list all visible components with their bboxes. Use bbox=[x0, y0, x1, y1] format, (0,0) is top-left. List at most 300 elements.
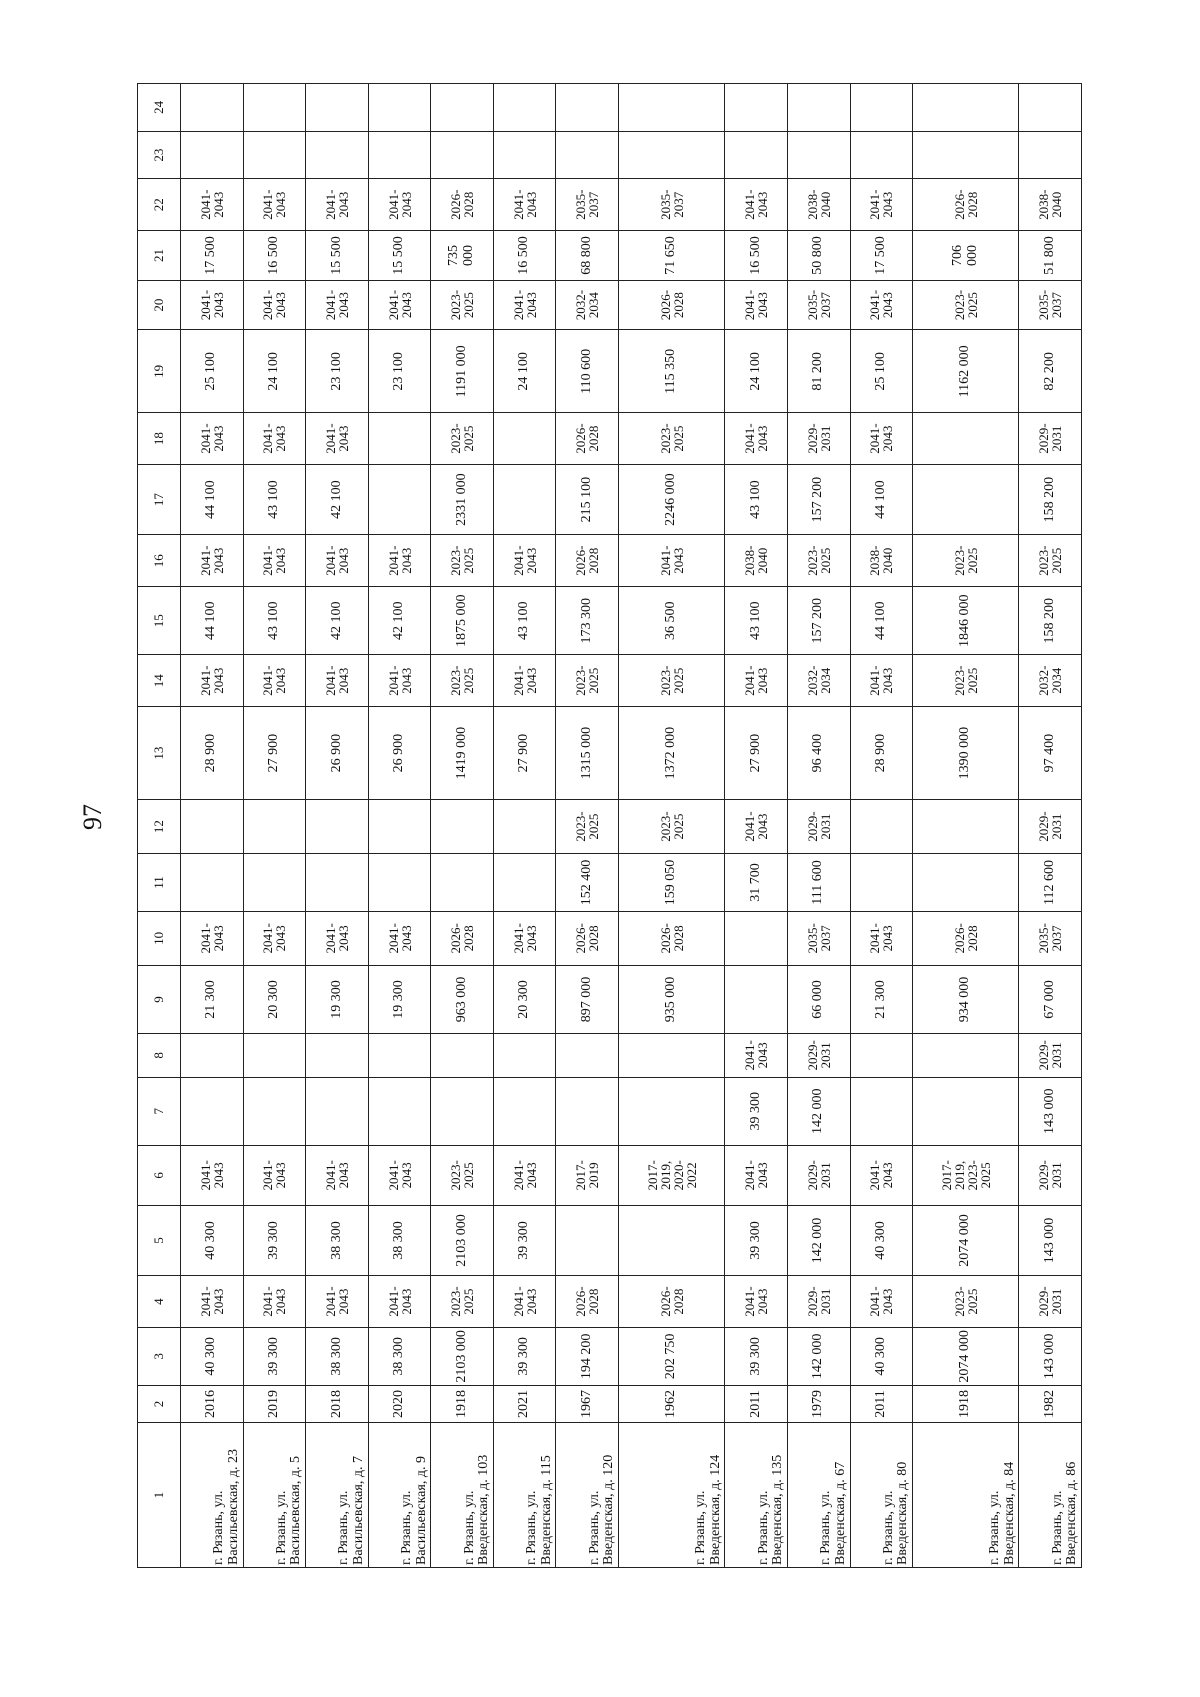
table-cell: 2041-2043 bbox=[725, 280, 788, 330]
table-cell: 39 300 bbox=[725, 1205, 788, 1275]
table-cell: 2041-2043 bbox=[725, 413, 788, 465]
column-header: 17 bbox=[138, 464, 181, 534]
table-cell: 1982 bbox=[1019, 1385, 1082, 1422]
column-header: 1 bbox=[138, 1423, 181, 1568]
table-cell: 2041-2043 bbox=[181, 1145, 244, 1205]
table-cell: 25 100 bbox=[850, 330, 913, 413]
table-cell bbox=[913, 800, 1019, 854]
table-cell bbox=[243, 131, 306, 179]
table-cell: 159 050 bbox=[619, 854, 725, 912]
table-cell: 2029-2031 bbox=[787, 1034, 850, 1077]
table-cell: 44 100 bbox=[181, 464, 244, 534]
table-cell: 2038-2040 bbox=[1019, 179, 1082, 231]
table-cell: 2041-2043 bbox=[850, 413, 913, 465]
table-cell bbox=[306, 131, 369, 179]
table-cell bbox=[181, 854, 244, 912]
table-cell: 2017-2019, 2023-2025 bbox=[913, 1145, 1019, 1205]
table-cell: 1875 000 bbox=[431, 587, 494, 655]
table-cell: 31 700 bbox=[725, 854, 788, 912]
table-cell: 143 000 bbox=[1019, 1327, 1082, 1385]
table-cell bbox=[368, 131, 431, 179]
table-cell: 2041-2043 bbox=[493, 179, 556, 231]
table-cell: 2026-2028 bbox=[431, 911, 494, 965]
table-cell: 2041-2043 bbox=[850, 655, 913, 707]
table-cell bbox=[556, 131, 619, 179]
table-cell: 39 300 bbox=[493, 1327, 556, 1385]
column-header: 12 bbox=[138, 800, 181, 854]
table-cell bbox=[368, 413, 431, 465]
table-cell bbox=[725, 911, 788, 965]
table-cell bbox=[493, 1077, 556, 1145]
table-cell bbox=[181, 131, 244, 179]
table-cell: 81 200 bbox=[787, 330, 850, 413]
table-cell: 2029-2031 bbox=[1019, 800, 1082, 854]
table-cell: 2023-2025 bbox=[431, 655, 494, 707]
table-cell: 40 300 bbox=[850, 1205, 913, 1275]
table-cell bbox=[619, 131, 725, 179]
table-cell: 2011 bbox=[850, 1385, 913, 1422]
table-cell bbox=[493, 800, 556, 854]
table-cell bbox=[368, 854, 431, 912]
column-header: 9 bbox=[138, 965, 181, 1033]
table-row bbox=[368, 84, 431, 1568]
table-cell: 2041-2043 bbox=[725, 800, 788, 854]
table-cell bbox=[725, 131, 788, 179]
table-cell: 17 500 bbox=[181, 231, 244, 281]
table-cell: 25 100 bbox=[181, 330, 244, 413]
table-cell: 2041-2043 bbox=[243, 280, 306, 330]
column-header: 21 bbox=[138, 231, 181, 281]
table-cell: 2041-2043 bbox=[243, 413, 306, 465]
table-cell bbox=[306, 1077, 369, 1145]
table-cell: 2041-2043 bbox=[243, 179, 306, 231]
rotated-table-container bbox=[137, 83, 1082, 1568]
table-cell: 158 200 bbox=[1019, 464, 1082, 534]
table-cell: 2029-2031 bbox=[787, 1145, 850, 1205]
table-cell: 2032-2034 bbox=[1019, 655, 1082, 707]
table-cell bbox=[787, 84, 850, 132]
table-cell bbox=[431, 84, 494, 132]
table-cell: 39 300 bbox=[725, 1077, 788, 1145]
table-cell: 897 000 bbox=[556, 965, 619, 1033]
table-cell: 2103 000 bbox=[431, 1205, 494, 1275]
column-header: 6 bbox=[138, 1145, 181, 1205]
table-cell bbox=[1019, 84, 1082, 132]
table-cell bbox=[913, 1077, 1019, 1145]
table-row bbox=[725, 84, 788, 1568]
table-cell bbox=[493, 413, 556, 465]
table-cell bbox=[368, 464, 431, 534]
table-body bbox=[181, 84, 1082, 1568]
table-cell: 2041-2043 bbox=[725, 1145, 788, 1205]
table-cell: 157 200 bbox=[787, 464, 850, 534]
table-cell: 15 500 bbox=[306, 231, 369, 281]
table-cell: 2041-2043 bbox=[306, 911, 369, 965]
table-cell: 2041-2043 bbox=[493, 280, 556, 330]
table-cell: 2041-2043 bbox=[850, 1276, 913, 1328]
table-cell: 2011 bbox=[725, 1385, 788, 1422]
table-cell: 963 000 bbox=[431, 965, 494, 1033]
table-cell: 27 900 bbox=[493, 707, 556, 800]
table-cell: 202 750 bbox=[619, 1327, 725, 1385]
table-cell bbox=[725, 84, 788, 132]
table-cell: 142 000 bbox=[787, 1327, 850, 1385]
table-cell: 16 500 bbox=[493, 231, 556, 281]
table-cell: 39 300 bbox=[243, 1327, 306, 1385]
table-cell: 16 500 bbox=[725, 231, 788, 281]
table-cell: 19 300 bbox=[368, 965, 431, 1033]
column-header: 7 bbox=[138, 1077, 181, 1145]
table-cell: 2035-2037 bbox=[1019, 280, 1082, 330]
table-cell: 2041-2043 bbox=[493, 655, 556, 707]
table-cell: 40 300 bbox=[181, 1205, 244, 1275]
table-cell bbox=[619, 1205, 725, 1275]
table-cell: 1315 000 bbox=[556, 707, 619, 800]
table-cell bbox=[181, 84, 244, 132]
table-cell: 2026-2028 bbox=[556, 413, 619, 465]
table-cell: 2074 000 bbox=[913, 1327, 1019, 1385]
table-cell bbox=[181, 1077, 244, 1145]
table-cell: 43 100 bbox=[725, 587, 788, 655]
table-cell: 2041-2043 bbox=[181, 1276, 244, 1328]
table-row bbox=[850, 84, 913, 1568]
table-cell: 2032-2034 bbox=[787, 655, 850, 707]
table-cell: 1846 000 bbox=[913, 587, 1019, 655]
table-cell bbox=[431, 131, 494, 179]
table-cell: 2026-2028 bbox=[619, 280, 725, 330]
table-cell bbox=[243, 1034, 306, 1077]
table-cell: 2041-2043 bbox=[181, 911, 244, 965]
table-cell: 2041-2043 bbox=[368, 1145, 431, 1205]
table-cell: 2041-2043 bbox=[243, 911, 306, 965]
table-cell bbox=[725, 965, 788, 1033]
table-cell bbox=[1019, 131, 1082, 179]
table-cell: 142 000 bbox=[787, 1077, 850, 1145]
table-cell: 1918 bbox=[913, 1385, 1019, 1422]
table-cell: 43 100 bbox=[243, 464, 306, 534]
table-cell bbox=[913, 131, 1019, 179]
table-cell: 2023-2025 bbox=[431, 1145, 494, 1205]
column-header: 2 bbox=[138, 1385, 181, 1422]
table-cell: 39 300 bbox=[243, 1205, 306, 1275]
table-cell bbox=[368, 1034, 431, 1077]
table-row bbox=[556, 84, 619, 1568]
table-cell bbox=[619, 84, 725, 132]
table-cell bbox=[619, 1034, 725, 1077]
table-cell: 2035-2037 bbox=[619, 179, 725, 231]
table-cell: 2041-2043 bbox=[243, 535, 306, 587]
table-cell: 2018 bbox=[306, 1385, 369, 1422]
table-cell: 71 650 bbox=[619, 231, 725, 281]
address-cell: г. Рязань, ул. Введенская, д. 80 bbox=[850, 1423, 913, 1568]
table-cell bbox=[913, 464, 1019, 534]
table-cell: 2041-2043 bbox=[850, 280, 913, 330]
address-cell: г. Рязань, ул. Введенская, д. 67 bbox=[787, 1423, 850, 1568]
address-cell: г. Рязань, ул. Введенская, д. 84 bbox=[913, 1423, 1019, 1568]
table-cell: 735 000 bbox=[431, 231, 494, 281]
table-cell: 2041-2043 bbox=[306, 413, 369, 465]
column-header: 8 bbox=[138, 1034, 181, 1077]
table-cell bbox=[619, 1077, 725, 1145]
table-cell: 2041-2043 bbox=[181, 535, 244, 587]
table-cell: 66 000 bbox=[787, 965, 850, 1033]
table-cell: 38 300 bbox=[368, 1327, 431, 1385]
table-cell: 1419 000 bbox=[431, 707, 494, 800]
table-cell: 2041-2043 bbox=[368, 655, 431, 707]
table-cell: 24 100 bbox=[243, 330, 306, 413]
table-row bbox=[181, 84, 244, 1568]
table-cell: 2021 bbox=[493, 1385, 556, 1422]
table-cell: 39 300 bbox=[725, 1327, 788, 1385]
table-cell: 43 100 bbox=[725, 464, 788, 534]
table-cell: 2026-2028 bbox=[556, 911, 619, 965]
table-cell bbox=[181, 800, 244, 854]
table-cell: 44 100 bbox=[181, 587, 244, 655]
column-header: 13 bbox=[138, 707, 181, 800]
table-cell bbox=[243, 800, 306, 854]
table-cell: 2041-2043 bbox=[725, 1276, 788, 1328]
table-cell bbox=[493, 1034, 556, 1077]
table-cell: 706 000 bbox=[913, 231, 1019, 281]
table-cell: 2041-2043 bbox=[368, 179, 431, 231]
table-cell: 2041-2043 bbox=[850, 179, 913, 231]
table-cell: 28 900 bbox=[850, 707, 913, 800]
table-cell bbox=[431, 854, 494, 912]
table-cell: 2041-2043 bbox=[493, 911, 556, 965]
table-row bbox=[619, 84, 725, 1568]
table-cell: 23 100 bbox=[368, 330, 431, 413]
table-cell: 17 500 bbox=[850, 231, 913, 281]
table-cell: 2023-2025 bbox=[431, 1276, 494, 1328]
table-cell: 2041-2043 bbox=[243, 1145, 306, 1205]
table-cell: 43 100 bbox=[243, 587, 306, 655]
table-cell: 40 300 bbox=[850, 1327, 913, 1385]
page-number: 97 bbox=[78, 804, 107, 830]
table-cell bbox=[850, 1034, 913, 1077]
table-cell: 26 900 bbox=[306, 707, 369, 800]
table-cell: 2041-2043 bbox=[243, 1276, 306, 1328]
table-cell: 82 200 bbox=[1019, 330, 1082, 413]
table-cell: 2041-2043 bbox=[725, 1034, 788, 1077]
table-cell: 21 300 bbox=[850, 965, 913, 1033]
table-cell: 158 200 bbox=[1019, 587, 1082, 655]
table-cell bbox=[306, 800, 369, 854]
column-header: 5 bbox=[138, 1205, 181, 1275]
table-cell: 2023-2025 bbox=[1019, 535, 1082, 587]
table-cell: 21 300 bbox=[181, 965, 244, 1033]
table-cell: 1162 000 bbox=[913, 330, 1019, 413]
table-cell: 2246 000 bbox=[619, 464, 725, 534]
table-cell: 51 800 bbox=[1019, 231, 1082, 281]
table-cell: 1979 bbox=[787, 1385, 850, 1422]
table-cell bbox=[493, 464, 556, 534]
table-cell: 2029-2031 bbox=[787, 800, 850, 854]
table-cell: 2041-2043 bbox=[725, 655, 788, 707]
table-cell bbox=[556, 1034, 619, 1077]
table-cell: 2029-2031 bbox=[1019, 1276, 1082, 1328]
table-cell: 2026-2028 bbox=[556, 1276, 619, 1328]
column-header: 20 bbox=[138, 280, 181, 330]
table-cell: 2029-2031 bbox=[1019, 1034, 1082, 1077]
table-cell: 97 400 bbox=[1019, 707, 1082, 800]
table-cell: 27 900 bbox=[243, 707, 306, 800]
table-cell: 28 900 bbox=[181, 707, 244, 800]
table-cell: 215 100 bbox=[556, 464, 619, 534]
column-header: 15 bbox=[138, 587, 181, 655]
table-cell: 142 000 bbox=[787, 1205, 850, 1275]
table-cell: 68 800 bbox=[556, 231, 619, 281]
table-cell: 2023-2025 bbox=[913, 655, 1019, 707]
table-cell: 143 000 bbox=[1019, 1205, 1082, 1275]
table-cell: 2041-2043 bbox=[850, 911, 913, 965]
address-cell: г. Рязань, ул. Введенская, д. 124 bbox=[619, 1423, 725, 1568]
table-cell: 2041-2043 bbox=[181, 413, 244, 465]
table-cell: 2029-2031 bbox=[787, 413, 850, 465]
column-header: 24 bbox=[138, 84, 181, 132]
table-cell: 16 500 bbox=[243, 231, 306, 281]
table-cell bbox=[493, 854, 556, 912]
table-cell: 194 200 bbox=[556, 1327, 619, 1385]
table-cell: 2041-2043 bbox=[306, 280, 369, 330]
table-cell: 96 400 bbox=[787, 707, 850, 800]
address-cell: г. Рязань, ул. Введенская, д. 120 bbox=[556, 1423, 619, 1568]
table-row bbox=[243, 84, 306, 1568]
table-cell: 935 000 bbox=[619, 965, 725, 1033]
table-cell bbox=[556, 1205, 619, 1275]
table-cell: 2023-2025 bbox=[431, 280, 494, 330]
table-cell: 2026-2028 bbox=[913, 179, 1019, 231]
table-cell bbox=[431, 1034, 494, 1077]
table-cell: 2017-2019, 2020-2022 bbox=[619, 1145, 725, 1205]
table-cell: 1962 bbox=[619, 1385, 725, 1422]
column-header: 22 bbox=[138, 179, 181, 231]
table-cell bbox=[913, 413, 1019, 465]
column-header: 19 bbox=[138, 330, 181, 413]
table-cell: 2331 000 bbox=[431, 464, 494, 534]
table-cell bbox=[787, 131, 850, 179]
table-cell: 2041-2043 bbox=[181, 179, 244, 231]
table-row bbox=[306, 84, 369, 1568]
table-cell: 2041-2043 bbox=[368, 1276, 431, 1328]
table-cell: 2026-2028 bbox=[913, 911, 1019, 965]
table-cell bbox=[913, 1034, 1019, 1077]
table-cell: 2041-2043 bbox=[493, 1276, 556, 1328]
address-cell: г. Рязань, ул. Введенская, д. 86 bbox=[1019, 1423, 1082, 1568]
table-cell: 2103 000 bbox=[431, 1327, 494, 1385]
address-cell: г. Рязань, ул. Васильевская, д. 7 bbox=[306, 1423, 369, 1568]
table-cell: 2032-2034 bbox=[556, 280, 619, 330]
table-cell: 19 300 bbox=[306, 965, 369, 1033]
table-row bbox=[493, 84, 556, 1568]
address-cell: г. Рязань, ул. Васильевская, д. 9 bbox=[368, 1423, 431, 1568]
table-cell bbox=[306, 84, 369, 132]
table-cell: 2023-2025 bbox=[431, 535, 494, 587]
table-cell: 1390 000 bbox=[913, 707, 1019, 800]
table-cell: 2026-2028 bbox=[619, 1276, 725, 1328]
table-cell bbox=[850, 84, 913, 132]
table-cell bbox=[243, 1077, 306, 1145]
table-cell: 2023-2025 bbox=[556, 800, 619, 854]
table-cell bbox=[493, 131, 556, 179]
table-cell: 2029-2031 bbox=[1019, 1145, 1082, 1205]
table-cell: 157 200 bbox=[787, 587, 850, 655]
table-cell: 2023-2025 bbox=[913, 280, 1019, 330]
table-cell: 40 300 bbox=[181, 1327, 244, 1385]
table-cell: 2016 bbox=[181, 1385, 244, 1422]
table-cell: 115 350 bbox=[619, 330, 725, 413]
table-cell bbox=[556, 84, 619, 132]
table-cell: 2038-2040 bbox=[725, 535, 788, 587]
table-cell bbox=[431, 800, 494, 854]
table-cell: 20 300 bbox=[493, 965, 556, 1033]
column-header: 14 bbox=[138, 655, 181, 707]
table-cell: 2041-2043 bbox=[619, 535, 725, 587]
table-cell: 27 900 bbox=[725, 707, 788, 800]
table-cell: 2041-2043 bbox=[368, 911, 431, 965]
table-cell bbox=[243, 854, 306, 912]
table-cell bbox=[913, 84, 1019, 132]
column-header: 16 bbox=[138, 535, 181, 587]
table-cell: 111 600 bbox=[787, 854, 850, 912]
table-cell: 38 300 bbox=[306, 1205, 369, 1275]
data-table bbox=[137, 83, 1082, 1568]
table-cell bbox=[243, 84, 306, 132]
table-cell: 38 300 bbox=[306, 1327, 369, 1385]
table-cell: 2035-2037 bbox=[1019, 911, 1082, 965]
table-cell: 15 500 bbox=[368, 231, 431, 281]
table-cell: 2023-2025 bbox=[619, 413, 725, 465]
table-cell: 152 400 bbox=[556, 854, 619, 912]
table-cell: 2023-2025 bbox=[913, 535, 1019, 587]
table-cell: 1918 bbox=[431, 1385, 494, 1422]
column-header: 3 bbox=[138, 1327, 181, 1385]
table-cell: 2026-2028 bbox=[431, 179, 494, 231]
address-cell: г. Рязань, ул. Введенская, д. 135 bbox=[725, 1423, 788, 1568]
table-cell bbox=[556, 1077, 619, 1145]
table-cell: 23 100 bbox=[306, 330, 369, 413]
table-cell: 110 600 bbox=[556, 330, 619, 413]
column-header: 23 bbox=[138, 131, 181, 179]
table-cell: 2020 bbox=[368, 1385, 431, 1422]
table-cell: 2035-2037 bbox=[556, 179, 619, 231]
table-cell: 2023-2025 bbox=[619, 800, 725, 854]
table-cell: 26 900 bbox=[368, 707, 431, 800]
table-cell bbox=[306, 1034, 369, 1077]
table-cell: 2023-2025 bbox=[556, 655, 619, 707]
table-cell bbox=[850, 131, 913, 179]
table-cell: 2041-2043 bbox=[493, 535, 556, 587]
table-cell: 20 300 bbox=[243, 965, 306, 1033]
table-row bbox=[913, 84, 1019, 1568]
table-cell: 1967 bbox=[556, 1385, 619, 1422]
table-cell: 2041-2043 bbox=[725, 179, 788, 231]
table-cell: 2035-2037 bbox=[787, 280, 850, 330]
table-cell: 2041-2043 bbox=[306, 655, 369, 707]
table-row bbox=[431, 84, 494, 1568]
table-cell: 173 300 bbox=[556, 587, 619, 655]
table-cell: 2041-2043 bbox=[306, 179, 369, 231]
table-row bbox=[787, 84, 850, 1568]
table-cell bbox=[431, 1077, 494, 1145]
table-cell: 39 300 bbox=[493, 1205, 556, 1275]
table-cell bbox=[181, 1034, 244, 1077]
table-cell bbox=[306, 854, 369, 912]
table-cell: 36 500 bbox=[619, 587, 725, 655]
table-cell: 2041-2043 bbox=[306, 1145, 369, 1205]
address-cell: г. Рязань, ул. Васильевская, д. 5 bbox=[243, 1423, 306, 1568]
column-header: 4 bbox=[138, 1276, 181, 1328]
table-cell: 1191 000 bbox=[431, 330, 494, 413]
